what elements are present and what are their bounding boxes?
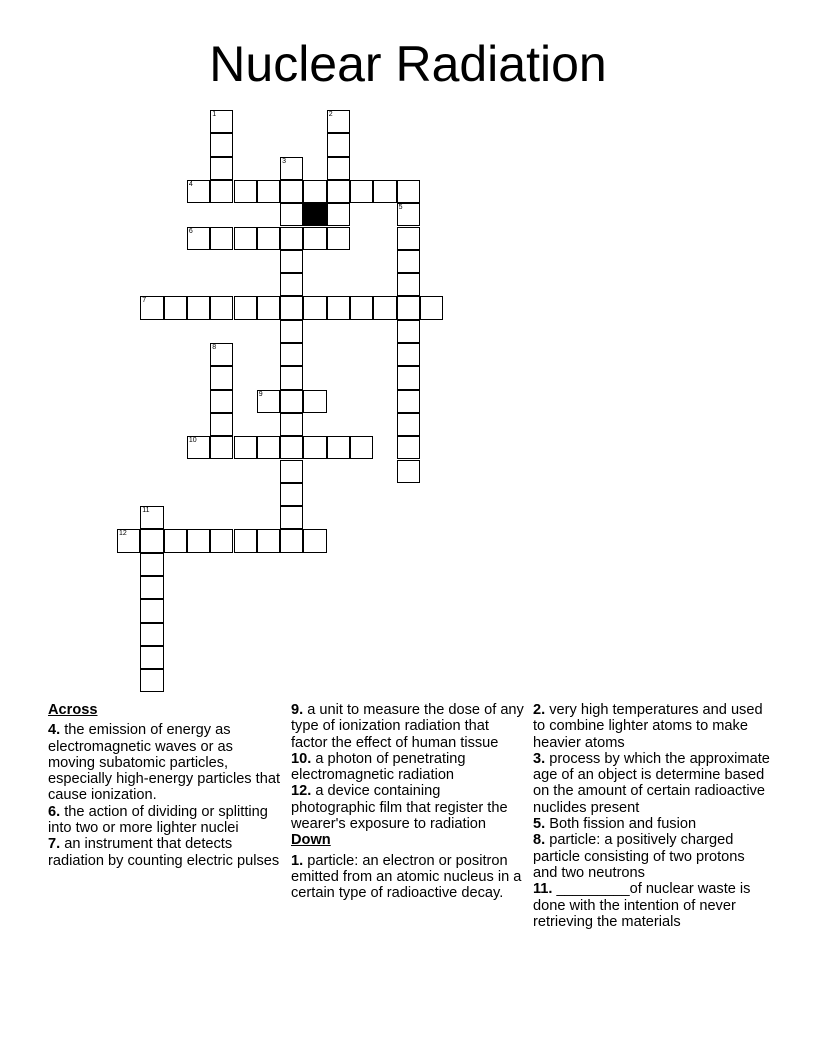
- grid-cell[interactable]: [210, 157, 233, 180]
- cell-number: 5: [398, 204, 403, 212]
- grid-cell[interactable]: [164, 296, 187, 319]
- cell-number: 10: [188, 437, 197, 445]
- clue-across-6: [48, 804, 284, 837]
- cell-number: 1: [212, 111, 217, 118]
- clue-text: Both fission and fusion: [549, 816, 697, 833]
- grid-cell[interactable]: [234, 436, 257, 459]
- grid-cell[interactable]: [327, 110, 350, 133]
- grid-cell[interactable]: [280, 157, 303, 180]
- clue-down-2: [533, 702, 773, 751]
- grid-cell[interactable]: [140, 599, 163, 622]
- grid-cell[interactable]: [280, 203, 303, 226]
- grid-cell[interactable]: [280, 460, 303, 483]
- grid-cell[interactable]: [257, 436, 280, 459]
- grid-cell[interactable]: [280, 343, 303, 366]
- grid-cell[interactable]: [397, 227, 420, 250]
- grid-cell[interactable]: [210, 366, 233, 389]
- clue-number: 9.: [291, 702, 304, 718]
- grid-cell[interactable]: [303, 436, 326, 459]
- clue-number: 1.: [291, 852, 304, 869]
- grid-cell[interactable]: [397, 250, 420, 273]
- cell-number: 12: [119, 530, 127, 538]
- grid-cell[interactable]: [117, 529, 140, 552]
- grid-cell[interactable]: [140, 623, 163, 646]
- grid-cell[interactable]: [280, 320, 303, 343]
- clue-text: process by which the approximate age of an object is determine based on the amount of certain radioactive nuclides present: [533, 750, 770, 816]
- grid-cell[interactable]: [257, 180, 280, 203]
- cell-number: 4: [188, 180, 193, 188]
- grid-cell[interactable]: [210, 390, 233, 413]
- grid-cell[interactable]: [210, 180, 233, 203]
- grid-cell[interactable]: [210, 110, 233, 133]
- grid-cell[interactable]: [303, 180, 326, 203]
- grid-cell[interactable]: [187, 227, 210, 250]
- clue-column-2: [291, 702, 527, 902]
- grid-cell[interactable]: [280, 180, 303, 203]
- grid-cell[interactable]: [257, 296, 280, 319]
- grid-cell[interactable]: [397, 343, 420, 366]
- grid-cell[interactable]: [397, 436, 420, 459]
- grid-cell[interactable]: [234, 529, 257, 552]
- clue-number: 11.: [533, 881, 553, 898]
- clue-text: particle: a positively charged particle consisting of two protons and two neutrons: [533, 832, 745, 881]
- clue-text: _________of nuclear waste is done with the intention of never retrieving the materials: [533, 881, 751, 930]
- grid-cell[interactable]: [280, 506, 303, 529]
- clue-text: particle: an electron or positron emitted from an atomic nucleus in a certain type of radioactive decay.: [291, 852, 522, 902]
- clue-number: 4.: [48, 722, 61, 739]
- clue-number: 12.: [291, 783, 312, 800]
- cell-number: 2: [328, 111, 333, 118]
- grid-cell[interactable]: [327, 133, 350, 156]
- grid-cell[interactable]: [210, 413, 233, 436]
- grid-cell[interactable]: [210, 296, 233, 319]
- grid-cell[interactable]: [397, 366, 420, 389]
- grid-cell[interactable]: [397, 203, 420, 226]
- grid-cell[interactable]: [280, 296, 303, 319]
- grid-cell[interactable]: [397, 413, 420, 436]
- clue-text: the action of dividing or splitting into two or more lighter nuclei: [48, 803, 268, 837]
- grid-cell[interactable]: [280, 529, 303, 552]
- grid-cell[interactable]: [280, 413, 303, 436]
- grid-cell[interactable]: [140, 296, 163, 319]
- grid-cell[interactable]: [257, 227, 280, 250]
- cell-number: 3: [282, 157, 286, 165]
- clue-number: 10.: [291, 750, 312, 767]
- clue-across-4: [48, 722, 284, 803]
- grid-cell[interactable]: [280, 436, 303, 459]
- grid-cell[interactable]: [280, 250, 303, 273]
- clue-text: the emission of energy as electromagnetic waves or as moving subatomic particles, especially high-energy particles that cause ionization.: [48, 722, 281, 804]
- grid-cell[interactable]: [257, 390, 280, 413]
- clue-number: 7.: [48, 836, 61, 853]
- grid-cell[interactable]: [397, 390, 420, 413]
- clue-column-3: [533, 702, 773, 930]
- grid-cell[interactable]: [140, 529, 163, 552]
- page-title: Nuclear Radiation: [209, 36, 607, 92]
- grid-cell[interactable]: [373, 180, 396, 203]
- grid-cell[interactable]: [327, 157, 350, 180]
- clue-down-11: [533, 881, 773, 930]
- clue-across-10: [291, 751, 527, 784]
- clue-column-1: [48, 702, 284, 869]
- grid-cell[interactable]: [420, 296, 443, 319]
- grid-cell[interactable]: [397, 180, 420, 203]
- grid-cell[interactable]: [280, 273, 303, 296]
- grid-cell[interactable]: [140, 646, 163, 669]
- grid-cell[interactable]: [234, 180, 257, 203]
- grid-cell[interactable]: [397, 273, 420, 296]
- clue-down-3: [533, 751, 773, 816]
- grid-cell[interactable]: [140, 576, 163, 599]
- grid-cell[interactable]: [210, 436, 233, 459]
- grid-cell[interactable]: [373, 296, 396, 319]
- clue-down-5: [533, 816, 773, 832]
- grid-cell[interactable]: [303, 529, 326, 552]
- grid-cell[interactable]: [187, 180, 210, 203]
- grid-cell[interactable]: [303, 390, 326, 413]
- grid-cell[interactable]: [350, 180, 373, 203]
- grid-cell[interactable]: [210, 529, 233, 552]
- cell-number: 9: [258, 390, 263, 398]
- grid-cell[interactable]: [210, 343, 233, 366]
- grid-cell[interactable]: [350, 436, 373, 459]
- grid-cell[interactable]: [327, 227, 350, 250]
- grid-cell[interactable]: [187, 529, 210, 552]
- clue-down-8: [533, 832, 773, 881]
- clue-text: very high temperatures and used to combine lighter atoms to make heavier atoms: [533, 702, 763, 751]
- grid-cell[interactable]: [280, 366, 303, 389]
- grid-cell[interactable]: [303, 227, 326, 250]
- grid-cell[interactable]: [210, 133, 233, 156]
- across-heading: Across: [48, 702, 98, 718]
- grid-cell[interactable]: [234, 296, 257, 319]
- cell-number: 6: [188, 227, 193, 235]
- clue-across-12: [291, 783, 527, 832]
- grid-cell[interactable]: [303, 296, 326, 319]
- cell-number: 8: [212, 344, 217, 351]
- grid-cell[interactable]: [210, 227, 233, 250]
- grid-cell[interactable]: [327, 296, 350, 319]
- grid-cell[interactable]: [140, 669, 163, 692]
- clue-number: 5.: [533, 816, 546, 833]
- grid-cell[interactable]: [327, 436, 350, 459]
- grid-cell[interactable]: [140, 506, 163, 529]
- grid-cell[interactable]: [280, 227, 303, 250]
- grid-cell[interactable]: [397, 460, 420, 483]
- clue-text: a unit to measure the dose of any type of ionization radiation that factor the effect of human tissue: [291, 702, 524, 751]
- clue-text: a device containing photographic film that register the wearer's exposure to radiation: [291, 783, 508, 833]
- grid-cell[interactable]: [327, 203, 350, 226]
- grid-cell[interactable]: [164, 529, 187, 552]
- grid-cell[interactable]: [187, 436, 210, 459]
- black-square: [303, 203, 326, 226]
- clue-number: 2.: [533, 702, 546, 718]
- clue-number: 8.: [533, 832, 546, 849]
- down-heading: Down: [291, 832, 331, 849]
- grid-cell[interactable]: [280, 390, 303, 413]
- clue-text: an instrument that detects radiation by counting electric pulses: [48, 836, 280, 869]
- cell-number: 7: [142, 297, 147, 305]
- grid-cell[interactable]: [234, 227, 257, 250]
- grid-cell[interactable]: [327, 180, 350, 203]
- clue-down-1: [291, 853, 527, 902]
- grid-cell[interactable]: [397, 320, 420, 343]
- grid-cell[interactable]: [140, 553, 163, 576]
- clue-across-7: [48, 836, 284, 869]
- grid-cell[interactable]: [257, 529, 280, 552]
- clue-number: 3.: [533, 750, 546, 767]
- cell-number: 11: [142, 507, 150, 515]
- clue-across-9: [291, 702, 527, 751]
- clue-number: 6.: [48, 803, 61, 820]
- grid-cell[interactable]: [350, 296, 373, 319]
- grid-cell[interactable]: [187, 296, 210, 319]
- grid-cell[interactable]: [280, 483, 303, 506]
- grid-cell[interactable]: [397, 296, 420, 319]
- clue-text: a photon of penetrating electromagnetic radiation: [291, 750, 466, 784]
